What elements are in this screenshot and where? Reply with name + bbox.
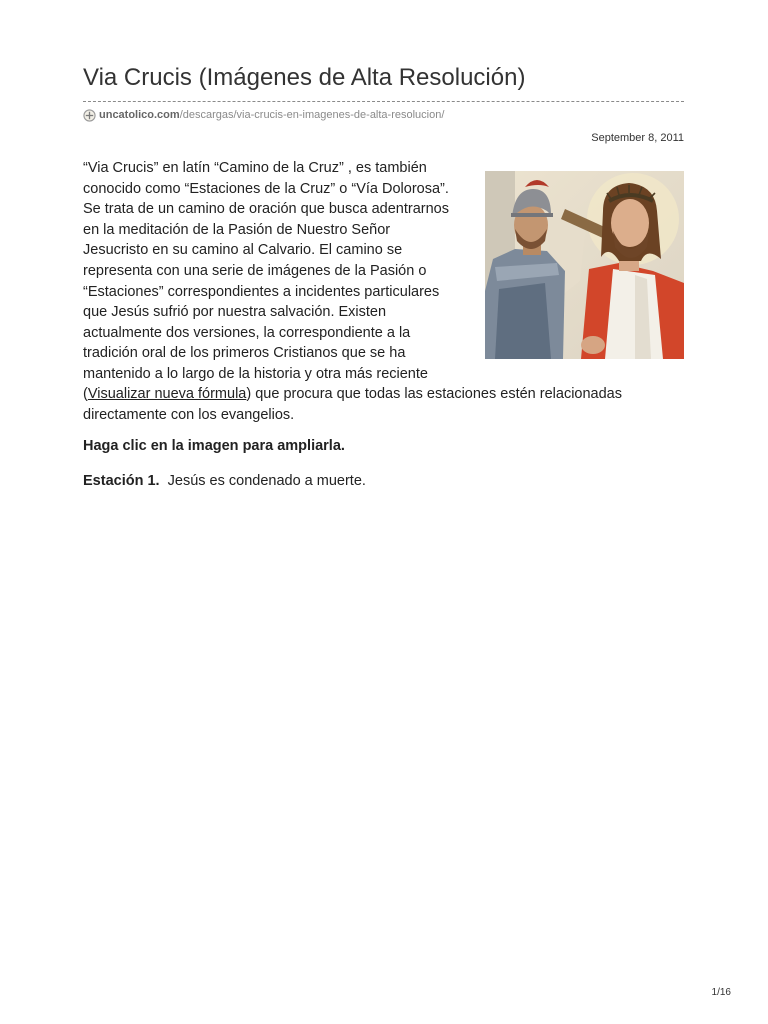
intro-paragraph (83, 158, 478, 385)
paragraph-line: representa con una serie de imágenes de la Pasión o (83, 262, 427, 279)
via-crucis-painting (485, 171, 684, 359)
paren-open: ( (83, 386, 88, 402)
intro-paragraph-end (83, 384, 684, 425)
paragraph-line: actualmente dos versiones, la correspondiente a la (83, 324, 411, 341)
paragraph-line: conocido como “Estaciones de la Cruz” o “Vía Dolorosa”. (83, 180, 449, 197)
paragraph-line: mantenido a lo largo de la historia y otra más reciente (83, 365, 428, 382)
new-formula-link[interactable]: Visualizar nueva fórmula (87, 386, 247, 402)
post-date: September 8, 2011 (591, 132, 684, 144)
title-divider (83, 101, 684, 102)
page-number: 1/16 (711, 987, 731, 998)
paragraph-line (83, 384, 684, 405)
globe-plus-icon (83, 109, 96, 122)
click-image-instruction: Haga clic en la imagen para ampliarla. (83, 438, 345, 454)
paragraph-line: que Jesús sufrió por nuestra salvación. Existen (83, 304, 387, 321)
station-heading (83, 473, 366, 489)
paragraph-line: “Estaciones” correspondientes a incidentes particulares (83, 283, 440, 300)
paragraph-line: en la meditación de la Pasión de Nuestro Señor (83, 221, 391, 238)
after-link-text: ) que procura que todas las estaciones estén relacionadas (246, 386, 622, 402)
station-text: Jesús es condenado a muerte. (167, 473, 366, 489)
source-path[interactable]: /descargas/via-crucis-en-imagenes-de-alta-resolucion/ (179, 109, 445, 121)
source-url[interactable] (83, 107, 444, 123)
paragraph-line: “Via Crucis” en latín “Camino de la Cruz” , es también (83, 160, 427, 176)
paragraph-line: tradición oral de los primeros Cristianos que se ha (83, 345, 406, 362)
station-label: Estación 1. (83, 473, 160, 489)
paragraph-line: Se trata de un camino de oración que busca adentrarnos (83, 201, 449, 218)
source-domain[interactable]: uncatolico.com (99, 109, 180, 121)
article-image[interactable] (485, 171, 684, 359)
page-title: Via Crucis (Imágenes de Alta Resolución) (83, 64, 526, 91)
paragraph-line: directamente con los evangelios. (83, 406, 295, 423)
paragraph-line: Jesucristo en su camino al Calvario. El camino se (83, 242, 403, 259)
